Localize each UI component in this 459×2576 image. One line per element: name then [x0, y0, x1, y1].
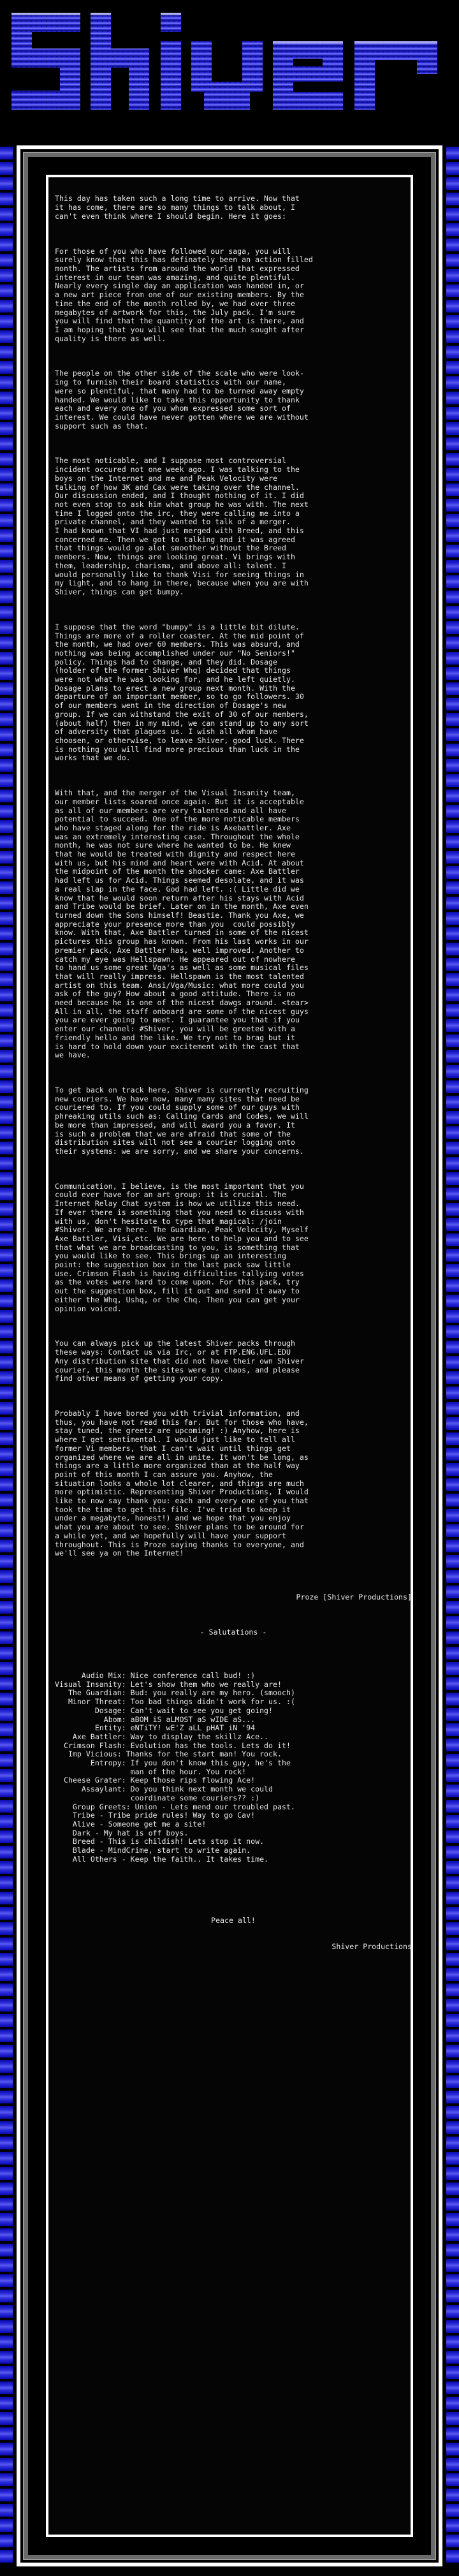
spacer	[55, 1890, 412, 1899]
salutation-line: Minor Threat: Too bad things didn't work for us. :(	[55, 1697, 295, 1707]
salutation-line: Visual Insanity: Let's show them who we really are!	[55, 1679, 282, 1689]
paragraph: You can always pick up the latest Shiver packs through these ways: Contact us via Irc, or at FTP.ENG.UFL.EDU Any distribution site that did not have their own Shiver courier, this month the sites were in chaos, and please find other means of getting your copy.	[55, 1339, 304, 1383]
closing-signature: Shiver Productions	[332, 1941, 412, 1951]
salutation-line: Entity: eNTiTY! wE'Z aLL pHAT iN '94	[55, 1723, 256, 1733]
salutation-line: Tribe - Tribe pride rules! Way to go Cav!	[55, 1811, 256, 1820]
paragraph: This day has taken such a long time to arrive. Now that it has come, there are so many things to talk about, I can't even think where I should begin. Here it goes:	[55, 194, 300, 221]
paragraph: To get back on track here, Shiver is currently recruiting new couriers. We have now, many many sites that need be couriered to. If you could supply some of our guys with phreaking utils such as: Calling Cards and Codes, we will be more than impressed, and will award you a favor. It is such a problem that we are afraid that some of the distribution sites will not see a courier logging onto their systems: we are sorry, and we share your concerns.	[55, 1086, 309, 1156]
salutation-line: Dosage: Can't wait to see you get going!	[55, 1705, 273, 1715]
paragraph: Probably I have bored you with trivial information, and thus, you have not read this far. But for those who have, stay tuned, the greetz are upcoming! :) Anyhow, here is where I get sentimental. I would just like to tell all former Vi members, that I can't wait until things get organized where we are all in unite. It won't be long, as things are a little more organized than at the half way point of this month I can assure you. Anyhow, the situation looks a whole lot clearer, and things are much more optimistic. Representing Shiver Productions, I would like to now say thank you: each and every one of you that took the time to get this file. I've tried to keep it under a megabyte, honest!) and we hope that you enjoy what you are about to see. Shiver plans to be around for a while yet, and we hopefully will have your support throughout. This is Proze saying thanks to everyone, and we'll see ya on the Internet!	[55, 1409, 309, 1558]
salutation-line: Dark - My hat is off boys.	[55, 1828, 189, 1837]
salutation-line: Blade - MindCrime, start to write again.	[55, 1846, 251, 1855]
right-side-bar	[446, 147, 459, 2564]
salutation-line: All Others - Keep the faith.. It takes time.	[55, 1854, 269, 1864]
salutation-line: Imp Vicious: Thanks for the start man! You rock.	[55, 1749, 282, 1759]
signature: Proze [Shiver Productions]	[296, 1592, 412, 1601]
closing: Peace all!	[211, 1915, 256, 1925]
salutation-line: Abom: aBOM iS aLMOST aS wIDE aS...	[55, 1714, 256, 1724]
salutation-line: man of the hour. You rock!	[55, 1767, 247, 1776]
paragraph: With that, and the merger of the Visual Insanity team, our member lists soared once again. But it is acceptable as all of our members are very talented and all have potential to succeed. One of the more noticable members who have staged along for the ride is Axebattler. Axe was an extremely interesting case. Throughout the whole month, he was not sure where he wanted to be. He knew that he would be treated with dignity and respect here with us, but his mind and heart were with Acid. At about the midpoint of the month the shocker came: Axe Battler had left us for Acid. Things seemed desolate, and it was a real slap in the face. God had left. :( Little did we know that he would soon return after his stays with Acid and Tribe would be brief. Later on in the month, Axe even turned down the Sons himself! Beastie. Thank you Axe, we appreciate your presence more than you could possibly know. With that, Axe Battler turned in some of the nicest pictures this group has known. From his last works in our premier pack, Axe Battler has, well improved. Another to catch my eye was Hellspawn. He appeared out of nowhere to hand us some great Vga's as well as some musical files that will really impress. Hellspawn is the most talented artist on this team. Ansi/Vga/Music: what more could you ask of the guy? How about a good attitude. There is no need because he is one of the nicest dawgs around. <tear> All in all, the staff onboard are some of the nicest guys you are ever going to meet. I guarantee you that if you enter our channel: #Shiver, you will be greeted with a friendly hello and the like. We try not to brag but it is hard to hold down your excitement with the cast that we have.	[55, 788, 309, 1060]
salutation-line: Cheese Grater: Keep those rips flowing Ace!	[55, 1776, 256, 1785]
salutation-line: Entropy: If you don't know this guy, he's the	[55, 1758, 291, 1768]
paragraph: I suppose that the word "bumpy" is a little bit dilute. Things are more of a roller coaster. At the mid point of the month, we had over 60 members. This was absurd, and nothing was being accomplished under our "No Seniors!" policy. Things had to change, and they did. Dosage (holder of the former Shiver Whq) decided that things were not what he was looking for, and he left quietly. Dosage plans to erect a new group next month. With the departure of an important member, so to go followers. 30 of our members went in the direction of Dosage's new group. If we can withstand the exit of 30 of our members, (about half) then in my mind, we can stand up to any sort of adversity that plagues us. I wish all whom have choosen, or otherwise, to leave Shiver, good luck. There is nothing you will find more precious than luck in the works that we do.	[55, 622, 309, 763]
salutations-title: - Salutations -	[200, 1627, 267, 1637]
shiver-logo-art	[0, 0, 459, 122]
letter-text	[55, 177, 412, 1969]
salutation-line: Audio Mix: Nice conference call bud! :)	[55, 1671, 256, 1681]
salutation-line: coordinate some couriers?? :)	[55, 1793, 260, 1802]
shiver-logo	[0, 0, 459, 122]
paragraph: For those of you who have followed our saga, you will surely know that this has definately been an action filled month. The artists from around the world that expressed interest in our team was amazing, and quite plentiful. Nearly every single day an application was handed in, or a new art piece from one of our existing members. By the time the end of the month rolled by, we had over three megabytes of artwork for this, the July pack. I'm sure you will find that the quantity of the art is there, and I am hoping that you will see that the much sought after quality is there as well.	[55, 246, 313, 343]
left-side-bar	[0, 147, 13, 2564]
salutation-line: Alive - Someone get me a site!	[55, 1820, 207, 1829]
salutation-line: Assaylant: Do you think next month we could	[55, 1785, 273, 1794]
salutation-line: Crimson Flash: Evolution has the tools. Lets do it!	[55, 1741, 291, 1750]
paragraph: The most noticable, and I suppose most controversial incident occured not one week ago. I was talking to the boys on the Internet and me and Peak Velocity were talking of how 3K and Cax were taking over the channel. Our discussion ended, and I thought nothing of it. I did not even stop to ask him what group he was with. The next time I logged onto the irc, they were calling me into a private channel, and they wanted to talk of a merger. I had known that VI had just merged with Breed, and this concerned me. Then we got to talking and it was agreed that things would go alot smoother without the Breed members. Now, things are looking great. Vi brings with them, leadership, charisma, and above all: talent. I would personally like to thank Visi for seeing things in my light, and to hang in there, because when you are with Shiver, things can get bumpy.	[55, 456, 309, 596]
paragraph: Communication, I believe, is the most important that you could ever have for an art group: it is crucial. The Internet Relay Chat system is how we utilize this need. If ever there is something that you need to discuss with with us, don't hesitate to type that magical: /join #Shiver. We are here. The Guardian, Peak Velocity, Myself Axe Battler, Visi,etc. We are here to help you and to see that what we are broadcasting to you, is something that you would like to see. This brings up an interesting point: the suggestion box in the last pack saw little use. Crimson Flash is having difficulties tallying votes as the votes were hard to come upon. For this pack, try out the suggestion box, fill it out and send it away to either the Whq, Ushq, or the Chq. Then you can get your opinion voiced.	[55, 1181, 309, 1313]
salutation-line: The Guardian: Bud: you really are my hero. (smooch)	[55, 1688, 295, 1698]
salutation-line: Breed - This is childish! Lets stop it now.	[55, 1837, 265, 1846]
paragraph: The people on the other side of the scale who were look- ing to furnish their board statistics with our name, were so plentiful, that many had to be turned away empty handed. We would like to take this opportunity to thank each and every one of you whom expressed some sort of interest. We could have never gotten where we are without support such as that.	[55, 369, 309, 431]
salutation-line: Group Greets: Union - Lets mend our troubled past.	[55, 1802, 295, 1811]
salutation-line: Axe Battler: Way to display the skillz Ace..	[55, 1732, 269, 1741]
salutations-list	[55, 1672, 412, 1864]
